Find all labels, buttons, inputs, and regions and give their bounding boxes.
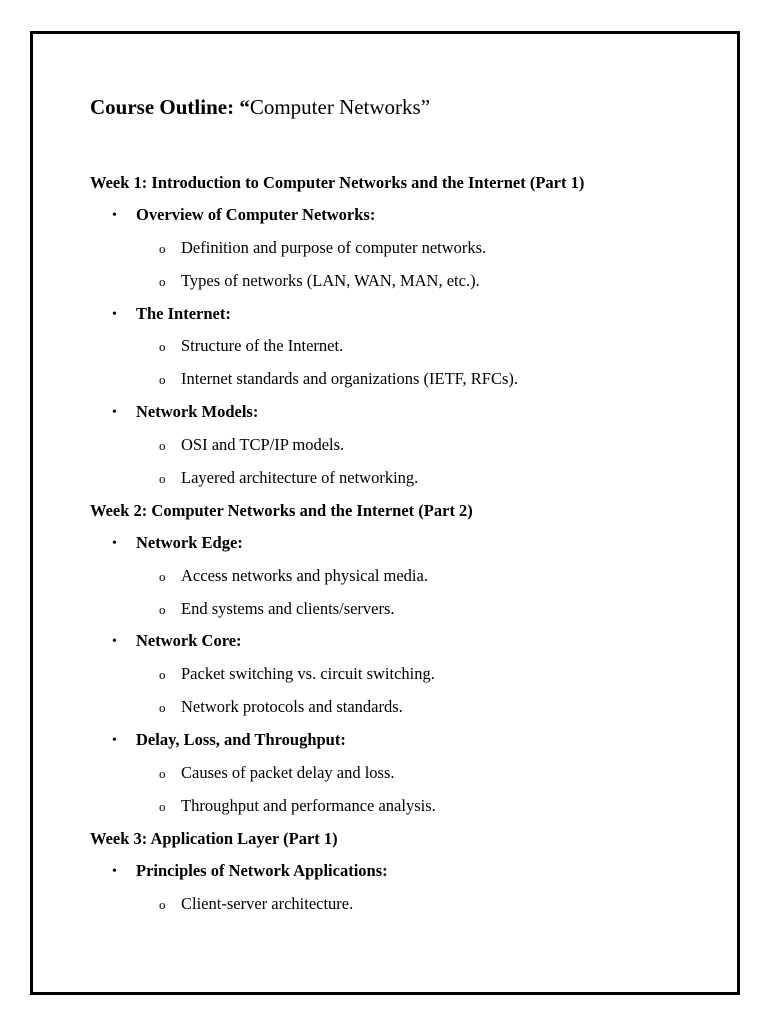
subtopic-bullet: o (159, 372, 166, 387)
subtopic-bullet: o (159, 700, 166, 715)
subtopic-bullet: o (159, 569, 166, 584)
topic-title: Overview of Computer Networks: (136, 205, 376, 224)
subtopic-item: Internet standards and organizations (IETF, RFCs). (181, 369, 519, 388)
topic-title: Principles of Network Applications: (136, 861, 388, 880)
title-quote-open: “ (239, 95, 250, 119)
topic-bullet: • (112, 208, 117, 223)
subtopic-item: Network protocols and standards. (181, 697, 403, 716)
week-heading: Week 1: Introduction to Computer Networks and the Internet (Part 1) (90, 173, 585, 192)
title-label: Course Outline: (90, 95, 235, 119)
topic-title: The Internet: (136, 304, 231, 323)
subtopic-item: Structure of the Internet. (181, 336, 344, 355)
document-title (90, 93, 430, 121)
title-quote-close: ” (420, 95, 431, 119)
subtopic-item: Causes of packet delay and loss. (181, 763, 395, 782)
subtopic-bullet: o (159, 766, 166, 781)
subtopic-item: Access networks and physical media. (181, 566, 428, 585)
subtopic-bullet: o (159, 897, 166, 912)
topic-title: Network Edge: (136, 533, 243, 552)
week-heading: Week 3: Application Layer (Part 1) (90, 829, 338, 848)
subtopic-bullet: o (159, 667, 166, 682)
subtopic-bullet: o (159, 438, 166, 453)
topic-bullet: • (112, 733, 117, 748)
title-course-name: Computer Networks (249, 95, 421, 119)
subtopic-bullet: o (159, 471, 166, 486)
subtopic-item: Client-server architecture. (181, 894, 354, 913)
subtopic-bullet: o (159, 799, 166, 814)
subtopic-bullet: o (159, 274, 166, 289)
topic-bullet: • (112, 634, 117, 649)
subtopic-bullet: o (159, 241, 166, 256)
topic-bullet: • (112, 864, 117, 879)
subtopic-item: OSI and TCP/IP models. (181, 435, 345, 454)
topic-title: Network Models: (136, 402, 259, 421)
subtopic-item: End systems and clients/servers. (181, 599, 395, 618)
topic-bullet: • (112, 536, 117, 551)
topic-title: Network Core: (136, 631, 242, 650)
subtopic-item: Definition and purpose of computer networks. (181, 238, 487, 257)
topic-bullet: • (112, 307, 117, 322)
subtopic-item: Packet switching vs. circuit switching. (181, 664, 435, 683)
subtopic-item: Layered architecture of networking. (181, 468, 419, 487)
subtopic-bullet: o (159, 339, 166, 354)
topic-bullet: • (112, 405, 117, 420)
subtopic-item: Types of networks (LAN, WAN, MAN, etc.). (181, 271, 480, 290)
subtopic-bullet: o (159, 602, 166, 617)
topic-title: Delay, Loss, and Throughput: (136, 730, 346, 749)
week-heading: Week 2: Computer Networks and the Internet (Part 2) (90, 501, 473, 520)
subtopic-item: Throughput and performance analysis. (181, 796, 436, 815)
